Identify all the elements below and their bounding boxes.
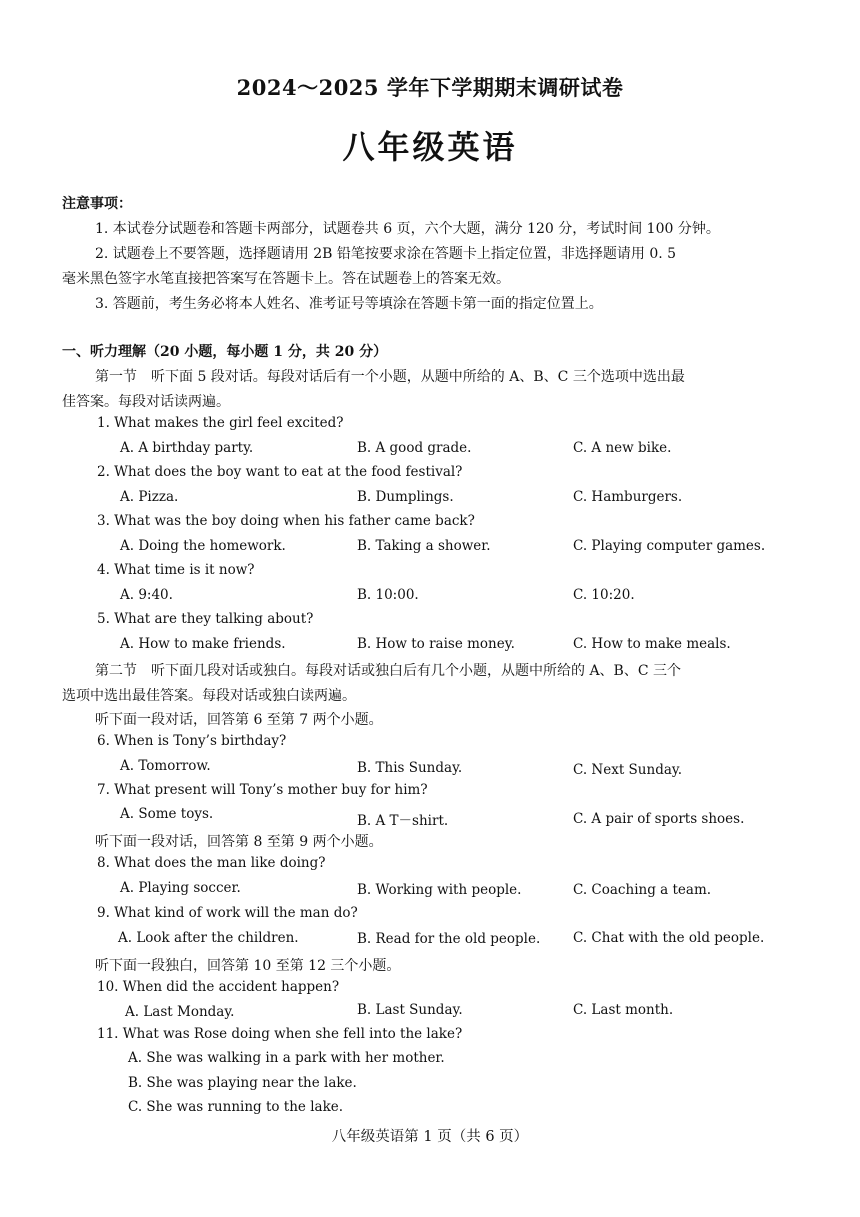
- instruction-questions-8-9: 听下面一段对话，回答第 8 至第 9 两个小题。: [95, 834, 383, 850]
- instruction-questions-6-7: 听下面一段对话，回答第 6 至第 7 两个小题。: [95, 712, 383, 728]
- question-9-option-c: C. Chat with the old people.: [573, 930, 765, 946]
- exam-title: 2024～2025 学年下学期期末调研试卷: [236, 75, 624, 100]
- question-5-option-a: A. How to make friends.: [120, 636, 286, 652]
- question-3-option-c: C. Playing computer games.: [573, 538, 766, 554]
- question-11-option-c: C. She was running to the lake.: [128, 1099, 344, 1115]
- page-footer: 八年级英语第 1 页（共 6 页）: [331, 1129, 529, 1145]
- question-10-option-a: A. Last Monday.: [125, 1004, 235, 1020]
- question-3-option-a: A. Doing the homework.: [120, 538, 286, 554]
- question-5-option-b: B. How to raise money.: [357, 636, 515, 652]
- question-6-option-a: A. Tomorrow.: [120, 758, 211, 774]
- question-8-option-a: A. Playing soccer.: [120, 880, 241, 896]
- question-4-option-a: A. 9:40.: [120, 587, 173, 603]
- notice-item-2-line-2: 毫米黑色签字水笔直接把答案写在答题卡上。答在试题卷上的答案无效。: [62, 271, 510, 287]
- section-1-heading: 一、听力理解（20 小题，每小题 1 分，共 20 分）: [62, 344, 388, 360]
- question-4-stem: 4. What time is it now?: [97, 562, 255, 578]
- question-9-option-b: B. Read for the old people.: [357, 931, 541, 947]
- question-7-option-a: A. Some toys.: [120, 806, 214, 822]
- question-8-option-b: B. Working with people.: [357, 882, 522, 898]
- question-5-stem: 5. What are they talking about?: [97, 611, 314, 627]
- notice-heading: 注意事项：: [62, 196, 132, 212]
- question-5-option-c: C. How to make meals.: [573, 636, 731, 652]
- question-1-option-b: B. A good grade.: [357, 440, 472, 456]
- question-9-stem: 9. What kind of work will the man do?: [97, 905, 358, 921]
- question-1-option-c: C. A new bike.: [573, 440, 672, 456]
- question-4-option-c: C. 10:20.: [573, 587, 635, 603]
- question-11-stem: 11. What was Rose doing when she fell into the lake?: [97, 1026, 463, 1042]
- question-2-stem: 2. What does the boy want to eat at the food festival?: [97, 464, 463, 480]
- notice-item-3: 3. 答题前，考生务必将本人姓名、准考证号等填涂在答题卡第一面的指定位置上。: [95, 296, 603, 312]
- question-1-stem: 1. What makes the girl feel excited?: [97, 415, 344, 431]
- question-8-stem: 8. What does the man like doing?: [97, 855, 326, 871]
- question-9-option-a: A. Look after the children.: [118, 930, 299, 946]
- question-10-option-c: C. Last month.: [573, 1002, 674, 1018]
- exam-subject: 八年级英语: [342, 128, 518, 166]
- question-11-option-b: B. She was playing near the lake.: [128, 1075, 357, 1091]
- notice-item-1: 1. 本试卷分试题卷和答题卡两部分，试题卷共 6 页，六个大题，满分 120 分，考试时间 100 分钟。: [95, 221, 720, 237]
- question-1-option-a: A. A birthday party.: [120, 440, 254, 456]
- question-3-option-b: B. Taking a shower.: [357, 538, 491, 554]
- question-10-stem: 10. When did the accident happen?: [97, 979, 340, 995]
- question-2-option-b: B. Dumplings.: [357, 489, 454, 505]
- question-6-option-c: C. Next Sunday.: [573, 762, 683, 778]
- question-11-option-a: A. She was walking in a park with her mother.: [128, 1050, 445, 1066]
- question-6-option-b: B. This Sunday.: [357, 760, 463, 776]
- question-7-option-b: B. A T－shirt.: [357, 813, 449, 829]
- part-1-instruction-line-2: 佳答案。每段对话读两遍。: [62, 394, 230, 410]
- question-10-option-b: B. Last Sunday.: [357, 1002, 463, 1018]
- question-2-option-c: C. Hamburgers.: [573, 489, 683, 505]
- question-4-option-b: B. 10:00.: [357, 587, 419, 603]
- question-7-stem: 7. What present will Tony’s mother buy for him?: [97, 782, 428, 798]
- part-1-instruction-line-1: 第一节 听下面 5 段对话。每段对话后有一个小题，从题中所给的 A、B、C 三个选项中选出最: [95, 369, 685, 385]
- question-6-stem: 6. When is Tony’s birthday?: [97, 733, 287, 749]
- question-8-option-c: C. Coaching a team.: [573, 882, 712, 898]
- question-7-option-c: C. A pair of sports shoes.: [573, 811, 745, 827]
- instruction-questions-10-12: 听下面一段独白，回答第 10 至第 12 三个小题。: [95, 958, 401, 974]
- part-2-instruction-line-2: 选项中选出最佳答案。每段对话或独白读两遍。: [62, 688, 356, 704]
- question-3-stem: 3. What was the boy doing when his father came back?: [97, 513, 475, 529]
- notice-item-2-line-1: 2. 试题卷上不要答题，选择题请用 2B 铅笔按要求涂在答题卡上指定位置，非选择题请用 0. 5: [95, 246, 677, 262]
- question-2-option-a: A. Pizza.: [120, 489, 179, 505]
- part-2-instruction-line-1: 第二节 听下面几段对话或独白。每段对话或独白后有几个小题，从题中所给的 A、B、C 三个: [95, 663, 682, 679]
